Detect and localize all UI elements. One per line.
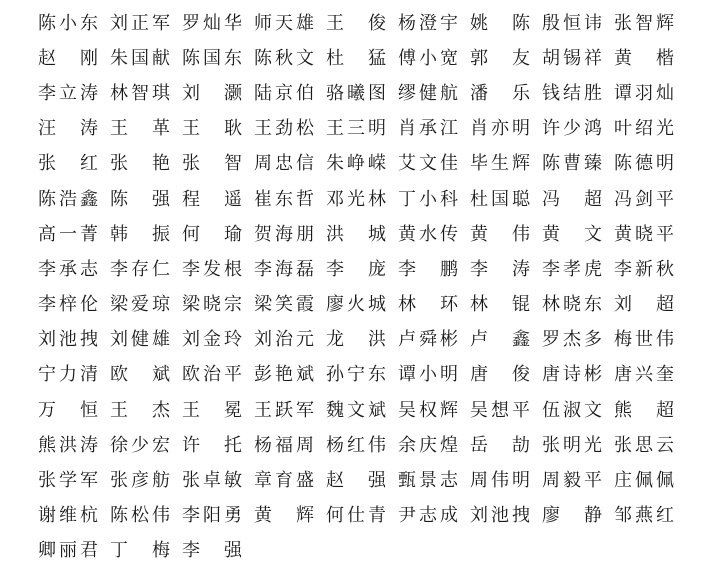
name-cell: 王 三 明 bbox=[326, 118, 386, 140]
name-cell: 李 强 bbox=[182, 540, 242, 562]
name-cell: 刘 金 玲 bbox=[182, 329, 242, 351]
name-cell: 毕 生 辉 bbox=[470, 153, 530, 175]
name-cell: 梁 晓 宗 bbox=[182, 294, 242, 316]
name-cell: 缪 健 航 bbox=[398, 82, 458, 104]
name-cell: 张 卓 敏 bbox=[182, 470, 242, 492]
name-cell: 杨 澄 宇 bbox=[398, 12, 458, 34]
name-cell: 李 存 仁 bbox=[110, 258, 170, 280]
name-cell: 贺 海 朋 bbox=[254, 223, 314, 245]
name-cell: 黄 辉 bbox=[254, 505, 314, 527]
name-cell: 邹 燕 红 bbox=[614, 505, 674, 527]
name-cell: 杜 国 聪 bbox=[470, 188, 530, 210]
name-cell: 李 海 磊 bbox=[254, 258, 314, 280]
name-cell: 何 瑜 bbox=[182, 223, 242, 245]
name-cell: 熊 洪 涛 bbox=[38, 434, 98, 456]
name-cell: 郭 友 bbox=[470, 47, 530, 69]
name-cell: 杨 红 伟 bbox=[326, 434, 386, 456]
name-cell: 周 毅 平 bbox=[542, 470, 602, 492]
name-cell: 崔 东 哲 bbox=[254, 188, 314, 210]
name-cell: 彭 艳 斌 bbox=[254, 364, 314, 386]
name-cell: 甄 景 志 bbox=[398, 470, 458, 492]
name-cell: 刘 灏 bbox=[182, 82, 242, 104]
name-cell: 姚 陈 bbox=[470, 12, 530, 34]
name-cell: 何 仕 青 bbox=[326, 505, 386, 527]
name-cell: 林 晓 东 bbox=[542, 294, 602, 316]
name-cell: 谢 维 杭 bbox=[38, 505, 98, 527]
name-cell: 唐 兴 奎 bbox=[614, 364, 674, 386]
name-cell: 陈 秋 文 bbox=[254, 47, 314, 69]
name-cell: 李 发 根 bbox=[182, 258, 242, 280]
name-cell: 洪 城 bbox=[326, 223, 386, 245]
name-cell: 张 红 bbox=[38, 153, 98, 175]
name-cell: 赵 刚 bbox=[38, 47, 98, 69]
name-cell: 陈 强 bbox=[110, 188, 170, 210]
name-cell: 张 智 辉 bbox=[614, 12, 674, 34]
name-cell: 卿 丽 君 bbox=[38, 540, 98, 562]
name-cell: 赵 强 bbox=[326, 470, 386, 492]
name-cell: 欧 斌 bbox=[110, 364, 170, 386]
name-cell: 陈 德 明 bbox=[614, 153, 674, 175]
name-cell: 朱 国 献 bbox=[110, 47, 170, 69]
name-cell: 孙 宁 东 bbox=[326, 364, 386, 386]
name-cell: 魏 文 斌 bbox=[326, 399, 386, 421]
name-cell: 李 孝 虎 bbox=[542, 258, 602, 280]
name-cell: 黄 晓 平 bbox=[614, 223, 674, 245]
name-cell: 刘 超 bbox=[614, 294, 674, 316]
name-cell: 李 立 涛 bbox=[38, 82, 98, 104]
name-cell: 徐 少 宏 bbox=[110, 434, 170, 456]
name-cell: 谭 小 明 bbox=[398, 364, 458, 386]
name-cell: 唐 俊 bbox=[470, 364, 530, 386]
name-cell: 殷 恒 讳 bbox=[542, 12, 602, 34]
name-cell: 黄 水 传 bbox=[398, 223, 458, 245]
name-cell: 黄 文 bbox=[542, 223, 602, 245]
name-cell: 潘 乐 bbox=[470, 82, 530, 104]
name-cell: 张 艳 bbox=[110, 153, 170, 175]
name-cell: 刘 健 雄 bbox=[110, 329, 170, 351]
name-cell: 程 遥 bbox=[182, 188, 242, 210]
name-cell: 肖 承 江 bbox=[398, 118, 458, 140]
name-cell: 陆 京 伯 bbox=[254, 82, 314, 104]
name-cell: 梁 爱 琼 bbox=[110, 294, 170, 316]
name-cell: 廖 火 城 bbox=[326, 294, 386, 316]
name-cell: 陈 小 东 bbox=[38, 12, 98, 34]
name-cell: 王 杰 bbox=[110, 399, 170, 421]
name-cell: 张 彦 舫 bbox=[110, 470, 170, 492]
name-cell: 庄 佩 佩 bbox=[614, 470, 674, 492]
name-cell: 张 学 军 bbox=[38, 470, 98, 492]
name-cell: 章 育 盛 bbox=[254, 470, 314, 492]
name-cell: 陈 曹 臻 bbox=[542, 153, 602, 175]
name-cell: 梁 笑 霞 bbox=[254, 294, 314, 316]
name-cell: 王 跃 军 bbox=[254, 399, 314, 421]
name-cell: 陈 浩 鑫 bbox=[38, 188, 98, 210]
name-cell: 卢 舜 彬 bbox=[398, 329, 458, 351]
name-cell: 宁 力 清 bbox=[38, 364, 98, 386]
name-cell: 肖 亦 明 bbox=[470, 118, 530, 140]
name-cell: 许 少 鸿 bbox=[542, 118, 602, 140]
name-cell: 黄 楷 bbox=[614, 47, 674, 69]
name-cell: 刘 池 拽 bbox=[38, 329, 98, 351]
name-cell: 李 庞 bbox=[326, 258, 386, 280]
name-cell: 梅 世 伟 bbox=[614, 329, 674, 351]
name-cell: 罗 灿 华 bbox=[182, 12, 242, 34]
name-cell: 陈 松 伟 bbox=[110, 505, 170, 527]
name-cell: 万 恒 bbox=[38, 399, 98, 421]
name-cell: 张 思 云 bbox=[614, 434, 674, 456]
name-cell: 王 冕 bbox=[182, 399, 242, 421]
name-cell: 李 鹏 bbox=[398, 258, 458, 280]
name-cell: 丁 小 科 bbox=[398, 188, 458, 210]
name-cell: 黄 伟 bbox=[470, 223, 530, 245]
name-cell: 李 涛 bbox=[470, 258, 530, 280]
name-cell: 李 梓 伦 bbox=[38, 294, 98, 316]
name-cell: 伍 淑 文 bbox=[542, 399, 602, 421]
name-cell: 刘 正 军 bbox=[110, 12, 170, 34]
name-cell: 李 新 秋 bbox=[614, 258, 674, 280]
name-cell: 龙 洪 bbox=[326, 329, 386, 351]
name-cell: 杨 福 周 bbox=[254, 434, 314, 456]
name-cell: 艾 文 佳 bbox=[398, 153, 458, 175]
name-cell: 汪 涛 bbox=[38, 118, 98, 140]
name-cell: 周 伟 明 bbox=[470, 470, 530, 492]
name-cell: 唐 诗 彬 bbox=[542, 364, 602, 386]
name-cell: 周 忠 信 bbox=[254, 153, 314, 175]
name-cell: 王 耿 bbox=[182, 118, 242, 140]
name-cell: 廖 静 bbox=[542, 505, 602, 527]
name-cell: 胡 锡 祥 bbox=[542, 47, 602, 69]
name-cell: 邓 光 林 bbox=[326, 188, 386, 210]
name-cell: 王 劲 松 bbox=[254, 118, 314, 140]
name-cell: 刘 池 拽 bbox=[470, 505, 530, 527]
name-cell: 谭 羽 灿 bbox=[614, 82, 674, 104]
name-cell: 李 阳 勇 bbox=[182, 505, 242, 527]
name-cell: 罗 杰 多 bbox=[542, 329, 602, 351]
name-cell: 熊 超 bbox=[614, 399, 674, 421]
name-list-grid bbox=[38, 6, 684, 569]
name-cell: 欧 治 平 bbox=[182, 364, 242, 386]
name-cell: 张 明 光 bbox=[542, 434, 602, 456]
name-cell: 林 锟 bbox=[470, 294, 530, 316]
name-cell: 高 一 菁 bbox=[38, 223, 98, 245]
name-cell: 岳 劼 bbox=[470, 434, 530, 456]
name-cell: 王 俊 bbox=[326, 12, 386, 34]
name-cell: 钱 结 胜 bbox=[542, 82, 602, 104]
name-cell: 卢 鑫 bbox=[470, 329, 530, 351]
name-cell: 张 智 bbox=[182, 153, 242, 175]
name-cell: 韩 振 bbox=[110, 223, 170, 245]
name-cell: 尹 志 成 bbox=[398, 505, 458, 527]
name-cell: 许 托 bbox=[182, 434, 242, 456]
name-cell: 吴 权 辉 bbox=[398, 399, 458, 421]
name-cell: 朱 峥 嵘 bbox=[326, 153, 386, 175]
name-cell: 杜 猛 bbox=[326, 47, 386, 69]
name-cell: 骆 曦 图 bbox=[326, 82, 386, 104]
name-cell: 冯 剑 平 bbox=[614, 188, 674, 210]
name-cell: 冯 超 bbox=[542, 188, 602, 210]
name-cell: 林 环 bbox=[398, 294, 458, 316]
name-cell: 王 革 bbox=[110, 118, 170, 140]
name-cell: 吴 想 平 bbox=[470, 399, 530, 421]
name-cell: 刘 治 元 bbox=[254, 329, 314, 351]
name-cell: 林 智 琪 bbox=[110, 82, 170, 104]
name-cell: 丁 梅 bbox=[110, 540, 170, 562]
name-cell: 叶 绍 光 bbox=[614, 118, 674, 140]
name-cell: 陈 国 东 bbox=[182, 47, 242, 69]
name-cell: 师 天 雄 bbox=[254, 12, 314, 34]
name-cell: 傅 小 宽 bbox=[398, 47, 458, 69]
name-cell: 李 承 志 bbox=[38, 258, 98, 280]
name-cell: 余 庆 煌 bbox=[398, 434, 458, 456]
